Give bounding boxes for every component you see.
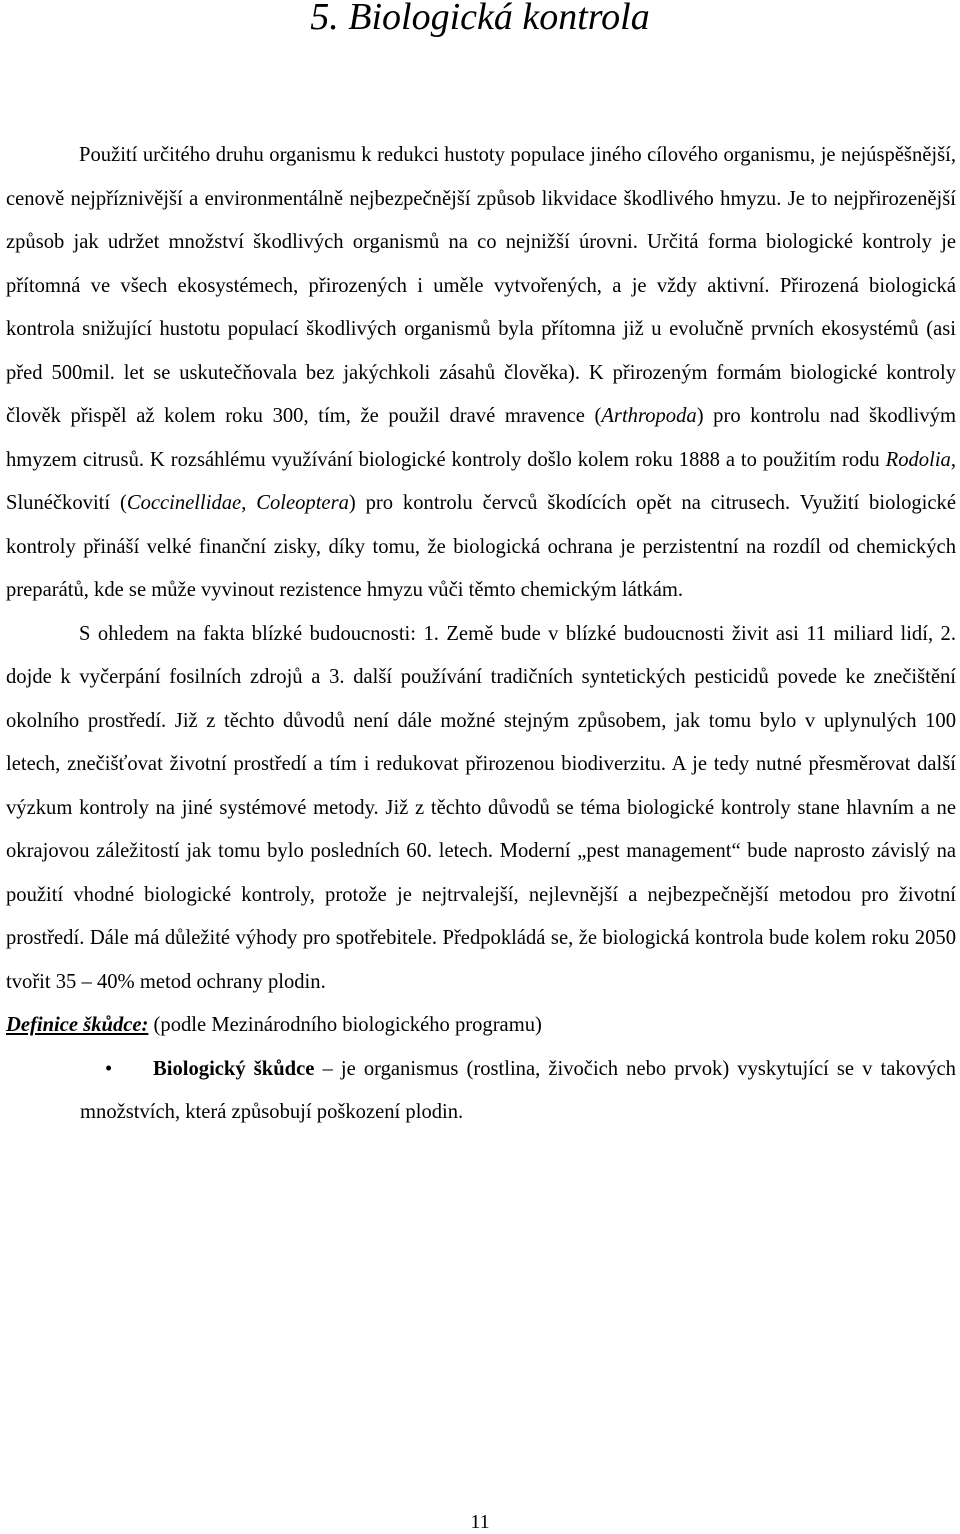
- definition-label: Definice škůdce:: [6, 1014, 149, 1036]
- paragraph-future-outlook: S ohledem na fakta blízké budoucnosti: 1. Země bude v blízké budoucnosti živit asi 11 miliard lidí, 2. dojde k vyčerpání fosilních zdrojů a 3. další používání tradičních syntetických pesticidů povede ke znečištění okolního prostředí. Již z těchto důvodů není dále možné stejným způsobem, jak tomu bylo v uplynulých 100 letech, znečišťovat životní prostředí a tím i redukovat přirozenou biodiverzitu. A je tedy nutné přesměrovat další výzkum kontroly na jiné systémové metody. Již z těchto důvodů se téma biologické kontroly stane hlavním a ne okrajovou záležitostí jak tomu bylo posledních 60. letech. Moderní „pest management“ bude naprosto závislý na použití vhodné biologické kontroly, protože je nejtrvalejší, nejlevnější a nejbezpečnější metodou pro životní prostředí. Dále má důležité výhody pro spotřebitele. Předpokládá se, že biologická kontrola bude kolem roku 2050 tvořit 35 – 40% metod ochrany plodin.: [6, 622, 956, 993]
- italic-term: Coccinellidae: [126, 492, 242, 514]
- text-run: , Slunéčkovití (: [6, 448, 956, 514]
- bullet-text: – je organismus (rostlina, živočich nebo prvok) vyskytující se v takových množstvích, která způsobují poškození plodin.: [80, 1057, 956, 1123]
- text-run: ) pro kontrolu nad škodlivým hmyzem citrusů. K rozsáhlému využívání biologické kontroly došlo kolem roku 1888 a to použitím rodu: [6, 405, 956, 471]
- italic-term: Arthropoda: [601, 405, 697, 427]
- definition-line: [6, 1004, 956, 1048]
- bullet-item: [6, 1048, 956, 1135]
- text-run: Použití určitého druhu organismu k redukci hustoty populace jiného cílového organismu, je nejúspěšnější, cenově nejpříznivější a environmentálně nejbezpečnější způsob likvidace škodlivého hmyzu. Je to nejpřirozenější způsob jak udržet množství škodlivých organismů na co nejnižší úrovni. Určitá forma biologické kontroly je přítomná ve všech ekosystémech, přirozených i uměle vytvořených, a je vždy aktivní. Přirozená biologická kontrola snižující hustotu populací škodlivých organismů byla přítomna již u evolučně prvních ekosystémů (asi před 500mil. let se uskutečňovala bez jakýchkoli zásahů člověka). K přirozeným formám biologické kontroly člověk přispěl až kolem roku 300, tím, že použil dravé mravence (: [6, 144, 956, 427]
- text-run: ,: [241, 492, 257, 514]
- italic-term: Coleoptera: [256, 492, 349, 514]
- italic-term: Rodolia: [885, 448, 951, 471]
- definition-source: (podle Mezinárodního biologického programu): [148, 1014, 542, 1036]
- paragraph-biological-control-intro: [6, 134, 956, 613]
- page-number: 11: [470, 1511, 490, 1533]
- bullet-term: Biologický škůdce: [153, 1057, 315, 1080]
- text-run: ) pro kontrolu červců škodících opět na citrusech. Využití biologické kontroly přináší velké finanční zisky, díky tomu, že biologická ochrana je perzistentní na rozdíl od chemických preparátů, kde se může vyvinout rezistence hmyzu vůči těmto chemickým látkám.: [6, 492, 956, 601]
- page-title: 5. Biologická kontrola: [310, 0, 650, 38]
- bullet-icon: •: [105, 1057, 113, 1080]
- body-text: [6, 134, 956, 1135]
